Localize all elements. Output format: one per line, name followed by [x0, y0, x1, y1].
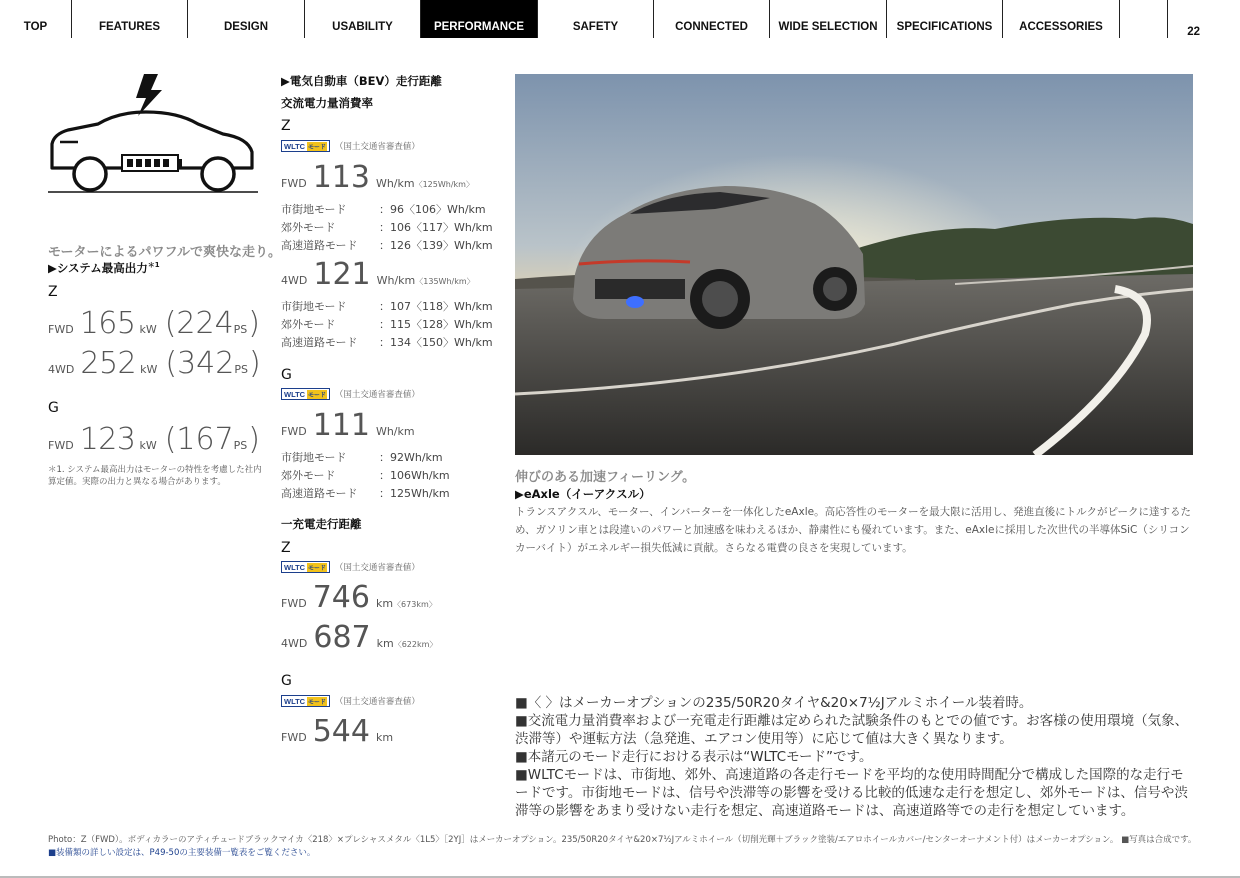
- ac-consumption-heading: 交流電力量消費率: [281, 96, 373, 110]
- nav-accessories[interactable]: ACCESSORIES: [1003, 0, 1120, 38]
- output-g-fwd: FWD 123 kW (167 PS ): [48, 422, 261, 457]
- eaxle-description: トランスアクスル、モーター、インバーターを一体化したeAxle。高応答性のモーターを最大限に活用し、発進直後にトルクがピークに達するため、ガソリン車とは段違いのパワーと加速感を味わえるほか、静粛性にも優れています。また、eAxleに採用した次世代の半導体SiC（シリコンカーバイト）がエネルギー損失低減に貢献。さらなる電費の良さを実現しています。: [515, 506, 1192, 554]
- wltc-badge-2: WLTC モード （国土交通省審査値）: [281, 388, 420, 400]
- consumption-z-fwd: FWD 113 Wh/km 〈125Wh/km〉: [281, 160, 474, 195]
- mode-row: 高速道路モード ：126〈139〉Wh/km: [281, 239, 493, 252]
- nav-performance[interactable]: PERFORMANCE: [421, 0, 538, 38]
- range-z-fwd: FWD 746 km 〈673km〉: [281, 580, 437, 615]
- wltc-badge-4: WLTC モード （国土交通省審査値）: [281, 695, 420, 707]
- nav-usability[interactable]: USABILITY: [305, 0, 421, 38]
- mode-row: 市街地モード ：92Wh/km: [281, 451, 443, 464]
- nav-connected[interactable]: CONNECTED: [654, 0, 770, 38]
- nav-specifications[interactable]: SPECIFICATIONS: [887, 0, 1003, 38]
- range-g-fwd: FWD 544 km: [281, 714, 394, 749]
- note-line: ■交流電力量消費率および一充電走行距離は定められた試験条件のもとでの値です。お客様の使用環境（気象、渋滞等）や運転方法（急発進、エアコン使用等）に応じて値は大きく異なります。: [515, 713, 1189, 747]
- spec-notes: [515, 694, 1195, 820]
- nav-spacer: [1120, 0, 1168, 38]
- output-z-fwd: FWD 165 kW (224 PS ): [48, 306, 261, 341]
- output-z-4wd: 4WD 252 kW (342 PS ): [48, 346, 261, 381]
- left-lead-text: モーターによるパワフルで爽快な走り。: [48, 245, 281, 260]
- consumption-grade-g: G: [281, 367, 292, 383]
- range-grade-z: Z: [281, 540, 291, 556]
- page-number: 22: [1187, 26, 1200, 38]
- footnote-1: ＊1. システム最高出力はモーターの特性を考慮した社内算定値。実際の出力と異なる場合があります。: [48, 465, 262, 487]
- nav-top[interactable]: TOP: [0, 0, 72, 38]
- note-line: ■本諸元のモード走行における表示は“WLTCモード”です。: [515, 749, 873, 765]
- mode-row: 市街地モード ：107〈118〉Wh/km: [281, 300, 493, 313]
- mode-row: 郊外モード ：106Wh/km: [281, 469, 450, 482]
- mode-row: 高速道路モード ：125Wh/km: [281, 487, 450, 500]
- ev-car-icon: [48, 72, 258, 197]
- bev-range-heading: ▶電気自動車（BEV）走行距離: [281, 74, 442, 88]
- range-z-4wd: 4WD 687 km 〈622km〉: [281, 620, 438, 655]
- note-line: ■WLTCモードは、市街地、郊外、高速道路の各走行モードを平均的な使用時間配分で構成した国際的な走行モードです。市街地モードは、信号や渋滞等の影響を受ける比較的低速な走行を想定し、郊外モードは、信号や渋滞等の影響をあまり受けない走行を想定、高速道路モードは、高速道路等での走行を想定しています。: [515, 767, 1188, 819]
- mode-row: 郊外モード ：115〈128〉Wh/km: [281, 318, 493, 331]
- eaxle-heading: ▶eAxle（イーアクスル）: [515, 487, 651, 501]
- photo-credit-footer: Photo：Z（FWD）。ボディカラーのアティチュードブラックマイカ〈218〉×プレシャスメタル〈1L5〉［2YJ］はメーカーオプション。235/50R20タイヤ&20×7½Jアルミホイール（切削光輝＋ブラック塗装/エアロホイールカバー/センターオーナメント付）はメーカーオプション。 ■写真は合成です。 ■装備類の詳しい設定は、P49-50の主要装備一覧表をご覧ください。: [48, 835, 1193, 858]
- wltc-badge-1: WLTC モード （国土交通省審査値）: [281, 140, 420, 152]
- mode-row: 郊外モード ：106〈117〉Wh/km: [281, 221, 493, 234]
- mode-row: 市街地モード ：96〈106〉Wh/km: [281, 203, 486, 216]
- nav-design[interactable]: DESIGN: [188, 0, 305, 38]
- range-heading: 一充電走行距離: [281, 517, 362, 531]
- nav-wide-selection[interactable]: WIDE SELECTION: [770, 0, 887, 38]
- grade-g-label: G: [48, 400, 59, 416]
- note-line: ■〈 〉はメーカーオプションの235/50R20タイヤ&20×7½Jアルミホイール装着時。: [515, 695, 1033, 711]
- consumption-g-fwd: FWD 111 Wh/km: [281, 408, 415, 443]
- grade-z-label: Z: [48, 284, 58, 300]
- car-photo: [515, 74, 1193, 455]
- equipment-link[interactable]: ■装備類の詳しい設定は、P49-50の主要装備一覧表をご覧ください。: [48, 848, 316, 858]
- system-output-heading: ▶システム最高出力$^{*1}$: [48, 261, 160, 275]
- photo-caption-heading: 伸びのある加速フィーリング。: [515, 470, 696, 485]
- range-grade-g: G: [281, 673, 292, 689]
- top-nav: [0, 0, 1240, 38]
- nav-features[interactable]: FEATURES: [72, 0, 188, 38]
- wltc-badge-3: WLTC モード （国土交通省審査値）: [281, 561, 420, 573]
- consumption-z-4wd: 4WD 121 Wh/km 〈135Wh/km〉: [281, 257, 475, 292]
- nav-safety[interactable]: SAFETY: [538, 0, 654, 38]
- consumption-grade-z: Z: [281, 118, 291, 134]
- mode-row: 高速道路モード ：134〈150〉Wh/km: [281, 336, 493, 349]
